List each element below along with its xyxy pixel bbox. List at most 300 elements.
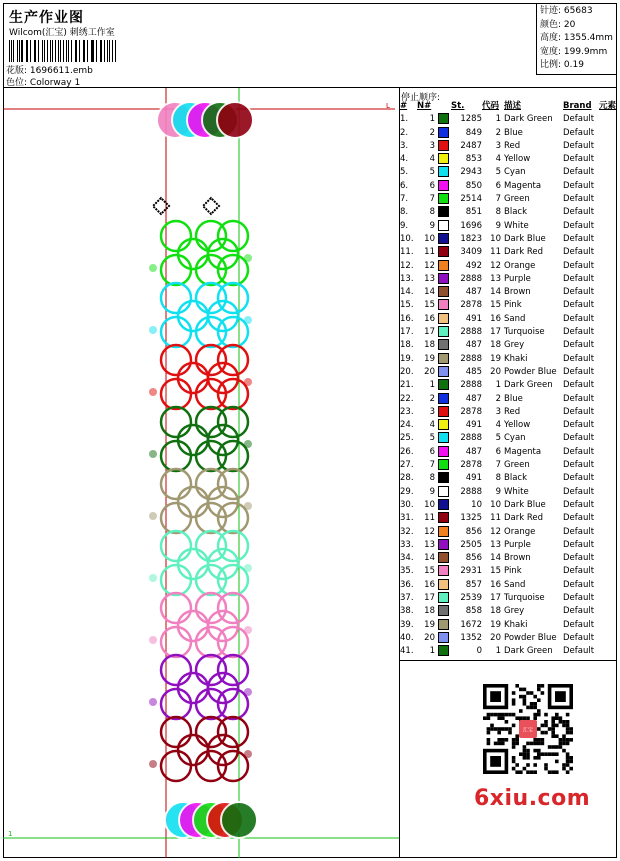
qr-module — [541, 742, 545, 746]
fill-spot — [149, 636, 157, 644]
qr-module — [494, 727, 498, 731]
color-swatch — [438, 446, 449, 457]
qr-module — [530, 770, 534, 774]
row-stitches: 1672 — [460, 619, 482, 630]
row-stitches: 487 — [465, 340, 482, 351]
table-row — [399, 206, 616, 219]
row-stitches: 850 — [465, 180, 482, 191]
row-needle: 20 — [424, 632, 435, 643]
qr-module — [487, 742, 491, 746]
row-swatch — [438, 286, 451, 299]
row-brand: Default — [563, 353, 595, 364]
row-stitches: 3409 — [460, 247, 482, 258]
row-description: Purple — [504, 539, 531, 550]
row-brand: Default — [563, 380, 595, 391]
qr-module — [519, 752, 523, 756]
col-swatch — [438, 100, 451, 113]
row-code: 11 — [490, 247, 501, 258]
qr-module — [530, 691, 534, 695]
ring — [178, 363, 208, 393]
qr-module — [487, 738, 491, 742]
row-needle: 20 — [424, 366, 435, 377]
row-swatch — [438, 459, 451, 472]
row-description: Blue — [504, 127, 523, 138]
qr-module — [551, 734, 555, 738]
row-code: 17 — [490, 327, 501, 338]
qr-module — [523, 695, 527, 699]
qr-module — [544, 724, 548, 728]
qr-module — [490, 724, 494, 728]
qr-module — [487, 716, 491, 720]
row-stitches: 485 — [465, 366, 482, 377]
row-index: 16. — [400, 313, 414, 324]
qr-module — [533, 742, 537, 746]
col-index: # — [400, 101, 408, 111]
col-element: 元素 — [599, 101, 617, 111]
qr-module — [523, 702, 527, 706]
color-sequence-table — [399, 100, 616, 658]
row-stitches: 1823 — [460, 233, 482, 244]
design-row — [149, 717, 252, 781]
row-stitches: 1325 — [460, 513, 482, 524]
qr-module — [487, 713, 491, 717]
row-description: Khaki — [504, 619, 528, 630]
row-needle: 15 — [424, 566, 435, 577]
row-brand: Default — [563, 499, 595, 510]
row-needle: 5 — [429, 433, 435, 444]
table-row — [399, 339, 616, 352]
spec-scale: 比例: 0.19 — [540, 60, 584, 70]
qr-module — [501, 742, 505, 746]
row-code: 19 — [490, 619, 501, 630]
row-index: 17. — [400, 327, 414, 338]
pattern-value: 1696611.emb — [29, 66, 93, 76]
qr-module — [512, 767, 516, 771]
row-index: 21. — [400, 380, 414, 391]
row-stitches: 491 — [465, 473, 482, 484]
qr-module — [494, 742, 498, 746]
top-motif — [217, 102, 253, 138]
color-swatch — [438, 459, 449, 470]
qr-module — [533, 706, 537, 710]
row-brand: Default — [563, 420, 595, 431]
ring — [178, 425, 208, 455]
qr-module — [562, 720, 566, 724]
row-element — [599, 339, 616, 352]
row-code: 5 — [495, 167, 501, 178]
row-swatch — [438, 220, 451, 233]
row-brand: Default — [563, 327, 595, 338]
row-element — [599, 605, 616, 618]
color-swatch — [438, 366, 449, 377]
table-row — [399, 273, 616, 286]
color-swatch — [438, 526, 449, 537]
row-stitches: 857 — [465, 579, 482, 590]
row-index: 27. — [400, 460, 414, 471]
qr-module — [566, 760, 570, 764]
ring — [178, 487, 208, 517]
row-index: 12. — [400, 260, 414, 271]
row-brand: Default — [563, 194, 595, 205]
row-swatch — [438, 472, 451, 485]
qr-module — [515, 763, 519, 767]
row-element — [599, 632, 616, 645]
qr-module — [566, 770, 570, 774]
qr-module — [505, 720, 509, 724]
qr-module — [537, 749, 541, 753]
row-brand: Default — [563, 553, 595, 564]
row-needle: 1 — [429, 380, 435, 391]
row-description: Orange — [504, 526, 536, 537]
qr-module — [555, 734, 559, 738]
qr-module — [566, 724, 570, 728]
ring — [218, 531, 248, 561]
design-row — [149, 407, 252, 471]
qr-module — [497, 738, 501, 742]
barcode — [9, 40, 117, 62]
qr-module — [555, 724, 559, 728]
row-code: 5 — [495, 433, 501, 444]
row-description: White — [504, 220, 529, 231]
fill-spot — [244, 378, 252, 386]
row-brand: Default — [563, 632, 595, 643]
qr-module — [523, 767, 527, 771]
color-swatch — [438, 273, 449, 284]
row-needle: 11 — [424, 247, 435, 258]
row-index: 29. — [400, 486, 414, 497]
row-code: 4 — [495, 154, 501, 165]
qr-module — [566, 713, 570, 717]
row-needle: 4 — [429, 154, 435, 165]
row-brand: Default — [563, 127, 595, 138]
row-description: Dark Green — [504, 380, 553, 391]
qr-module — [512, 702, 516, 706]
ring — [178, 673, 208, 703]
origin-marker: 1 — [8, 830, 13, 838]
row-brand: Default — [563, 526, 595, 537]
design-row — [149, 531, 252, 595]
row-swatch — [438, 299, 451, 312]
row-swatch — [438, 140, 451, 153]
qr-module — [519, 695, 523, 699]
table-row — [399, 379, 616, 392]
row-index: 39. — [400, 619, 414, 630]
row-description: Grey — [504, 606, 525, 617]
row-index: 19. — [400, 353, 414, 364]
row-stitches: 2878 — [460, 300, 482, 311]
row-stitches: 491 — [465, 420, 482, 431]
row-swatch — [438, 353, 451, 366]
table-row — [399, 127, 616, 140]
row-element — [599, 206, 616, 219]
qr-module — [526, 742, 530, 746]
row-element — [599, 286, 616, 299]
ring — [218, 221, 248, 251]
row-index: 9. — [400, 220, 409, 231]
qr-module — [515, 684, 519, 688]
qr-module — [519, 709, 523, 713]
row-element — [599, 499, 616, 512]
row-swatch — [438, 393, 451, 406]
fill-spot — [149, 760, 157, 768]
qr-module — [559, 742, 563, 746]
row-code: 20 — [490, 366, 501, 377]
row-brand: Default — [563, 646, 595, 657]
qr-module — [526, 706, 530, 710]
row-index: 36. — [400, 579, 414, 590]
qr-module — [537, 698, 541, 702]
qr-module — [526, 749, 530, 753]
row-stitches: 2878 — [460, 460, 482, 471]
table-row — [399, 579, 616, 592]
row-index: 7. — [400, 194, 409, 205]
table-row — [399, 286, 616, 299]
qr-module — [541, 684, 545, 688]
design-row — [149, 345, 252, 409]
design-row — [149, 283, 252, 347]
row-code: 13 — [490, 539, 501, 550]
ring — [178, 735, 208, 765]
row-element — [599, 180, 616, 193]
qr-module — [569, 756, 573, 760]
qr-module — [512, 713, 516, 717]
row-description: Khaki — [504, 353, 528, 364]
qr-module — [533, 770, 537, 774]
qr-module — [533, 738, 537, 742]
qr-module — [569, 738, 573, 742]
bottom-motif — [221, 802, 257, 838]
row-swatch — [438, 246, 451, 259]
row-description: Cyan — [504, 433, 526, 444]
row-description: Red — [504, 140, 521, 151]
spec-stitches: 针迹: 65683 — [540, 6, 593, 16]
row-index: 26. — [400, 446, 414, 457]
qr-module — [537, 742, 541, 746]
row-element — [599, 393, 616, 406]
qr-module — [515, 742, 519, 746]
qr-module — [497, 731, 501, 735]
qr-module — [515, 734, 519, 738]
company-name: Wilcom(汇宝) 刺绣工作室 — [9, 28, 115, 38]
color-swatch — [438, 220, 449, 231]
row-swatch — [438, 379, 451, 392]
qr-module — [487, 727, 491, 731]
qr-module — [523, 716, 527, 720]
row-index: 25. — [400, 433, 414, 444]
row-stitches: 487 — [465, 446, 482, 457]
row-brand: Default — [563, 433, 595, 444]
color-swatch — [438, 499, 449, 510]
row-needle: 4 — [429, 420, 435, 431]
color-swatch — [438, 419, 449, 430]
row-description: Orange — [504, 260, 536, 271]
row-stitches: 851 — [465, 207, 482, 218]
row-needle: 12 — [424, 260, 435, 271]
row-needle: 11 — [424, 513, 435, 524]
row-needle: 2 — [429, 393, 435, 404]
row-code: 16 — [490, 313, 501, 324]
row-description: Purple — [504, 273, 531, 284]
row-element — [599, 592, 616, 605]
row-swatch — [438, 326, 451, 339]
color-swatch — [438, 140, 449, 151]
qr-module — [555, 745, 559, 749]
qr-module — [512, 742, 516, 746]
qr-module — [483, 716, 487, 720]
row-swatch — [438, 366, 451, 379]
fill-spot — [149, 326, 157, 334]
color-swatch — [438, 353, 449, 364]
row-code: 1 — [495, 114, 501, 125]
row-brand: Default — [563, 446, 595, 457]
row-description: Pink — [504, 566, 522, 577]
row-code: 16 — [490, 579, 501, 590]
color-swatch — [438, 206, 449, 217]
row-stitches: 853 — [465, 154, 482, 165]
row-element — [599, 512, 616, 525]
row-element — [599, 486, 616, 499]
qr-module — [497, 742, 501, 746]
qr-module — [541, 752, 545, 756]
row-description: Magenta — [504, 446, 542, 457]
qr-module — [537, 752, 541, 756]
qr-module — [555, 716, 559, 720]
row-index: 4. — [400, 154, 409, 165]
table-row — [399, 353, 616, 366]
qr-module — [566, 731, 570, 735]
row-element — [599, 432, 616, 445]
qr-module — [533, 763, 537, 767]
row-needle: 1 — [429, 114, 435, 125]
row-description: Sand — [504, 313, 526, 324]
color-swatch — [438, 605, 449, 616]
row-code: 10 — [490, 233, 501, 244]
row-needle: 19 — [424, 353, 435, 364]
qr-module — [515, 716, 519, 720]
color-swatch — [438, 539, 449, 550]
qr-module — [530, 702, 534, 706]
row-code: 20 — [490, 632, 501, 643]
fill-spot — [244, 564, 252, 572]
row-index: 14. — [400, 287, 414, 298]
row-needle: 14 — [424, 287, 435, 298]
qr-finder-core — [490, 756, 501, 767]
row-needle: 12 — [424, 526, 435, 537]
table-row — [399, 166, 616, 179]
row-swatch — [438, 446, 451, 459]
row-stitches: 2487 — [460, 140, 482, 151]
qr-module — [501, 738, 505, 742]
row-index: 3. — [400, 140, 409, 151]
qr-module — [544, 752, 548, 756]
row-description: Green — [504, 194, 530, 205]
table-row — [399, 552, 616, 565]
color-swatch — [438, 286, 449, 297]
row-element — [599, 353, 616, 366]
row-needle: 16 — [424, 579, 435, 590]
ring — [218, 469, 248, 499]
row-brand: Default — [563, 566, 595, 577]
row-needle: 8 — [429, 473, 435, 484]
row-element — [599, 552, 616, 565]
row-index: 41. — [400, 646, 414, 657]
row-swatch — [438, 113, 451, 126]
qr-module — [512, 738, 516, 742]
row-element — [599, 313, 616, 326]
qr-finder-core — [555, 691, 566, 702]
qr-module — [512, 724, 516, 728]
qr-module — [505, 738, 509, 742]
ring — [218, 655, 248, 685]
qr-module — [555, 760, 559, 764]
table-row — [399, 645, 616, 658]
row-description: Powder Blue — [504, 632, 557, 643]
row-swatch — [438, 273, 451, 286]
qr-module — [566, 763, 570, 767]
row-index: 22. — [400, 393, 414, 404]
qr-module — [562, 767, 566, 771]
row-code: 9 — [495, 220, 501, 231]
qr-module — [541, 738, 545, 742]
table-row — [399, 180, 616, 193]
color-swatch — [438, 486, 449, 497]
qr-module — [559, 745, 563, 749]
table-row — [399, 326, 616, 339]
qr-module — [548, 727, 552, 731]
row-description: Red — [504, 406, 521, 417]
color-swatch — [438, 260, 449, 271]
qr-module — [569, 760, 573, 764]
row-element — [599, 539, 616, 552]
row-stitches: 1285 — [460, 114, 482, 125]
row-swatch — [438, 565, 451, 578]
qr-module — [533, 716, 537, 720]
row-stitches: 2888 — [460, 327, 482, 338]
row-code: 10 — [490, 499, 501, 510]
row-stitches: 856 — [465, 553, 482, 564]
table-row — [399, 432, 616, 445]
table-row — [399, 246, 616, 259]
row-index: 1. — [400, 114, 409, 125]
qr-module — [551, 720, 555, 724]
color-swatch — [438, 326, 449, 337]
row-description: Brown — [504, 287, 531, 298]
qr-module — [533, 713, 537, 717]
row-description: Pink — [504, 300, 522, 311]
row-stitches: 2888 — [460, 273, 482, 284]
table-row — [399, 512, 616, 525]
table-row — [399, 632, 616, 645]
row-element — [599, 645, 616, 658]
row-swatch — [438, 406, 451, 419]
ring — [218, 717, 248, 747]
qr-module — [533, 749, 537, 753]
row-stitches: 1352 — [460, 632, 482, 643]
qr-module — [526, 763, 530, 767]
qr-module — [541, 691, 545, 695]
row-brand: Default — [563, 220, 595, 231]
row-code: 14 — [490, 287, 501, 298]
qr-module — [512, 698, 516, 702]
row-index: 40. — [400, 632, 414, 643]
row-needle: 5 — [429, 167, 435, 178]
row-stitches: 2514 — [460, 194, 482, 205]
qr-module — [526, 752, 530, 756]
qr-module — [512, 760, 516, 764]
colorway-value: Colorway 1 — [29, 78, 81, 88]
qr-module — [512, 756, 516, 760]
row-brand: Default — [563, 273, 595, 284]
